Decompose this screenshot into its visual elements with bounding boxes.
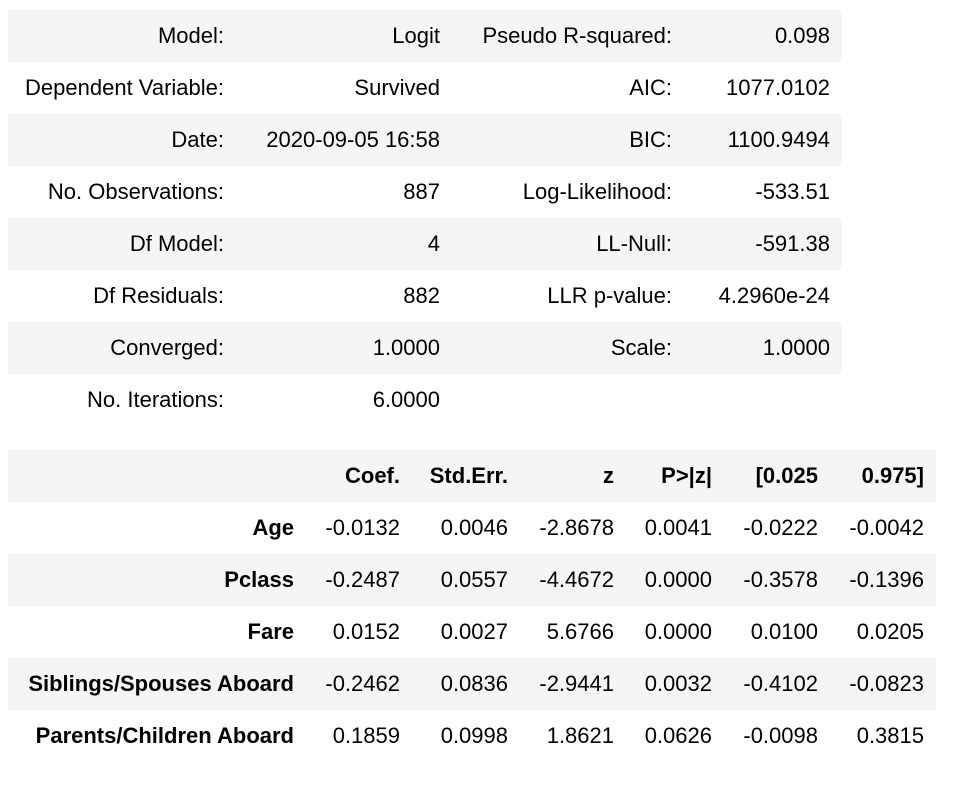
- summary-value: -533.51: [755, 179, 830, 204]
- z-value: 5.6766: [546, 619, 614, 644]
- summary-value: 1.0000: [236, 322, 452, 374]
- summary-value: 4.2960e-24: [718, 283, 830, 308]
- summary-value: [684, 374, 842, 426]
- summary-label: BIC:: [452, 114, 684, 166]
- z-value: -2.8678: [539, 515, 614, 540]
- summary-row: [8, 218, 842, 270]
- stderr-value: 0.0027: [440, 619, 508, 644]
- stderr-value: 0.0046: [440, 515, 508, 540]
- table-row: [8, 710, 936, 762]
- summary-value: 0.098: [684, 10, 842, 62]
- summary-row: [8, 166, 842, 218]
- ci-upper-value: -0.0823: [830, 658, 936, 710]
- coef-value: -0.2462: [306, 658, 412, 710]
- stderr-value: 0.0998: [440, 723, 508, 748]
- summary-value: Logit: [236, 10, 452, 62]
- header-stderr: Std.Err.: [412, 450, 520, 502]
- header-p-value: P>|z|: [626, 450, 724, 502]
- summary-value: 1.0000: [684, 322, 842, 374]
- summary-value: -591.38: [684, 218, 842, 270]
- coefficients-header-row: [8, 450, 936, 502]
- header-ci-upper: 0.975]: [830, 450, 936, 502]
- z-value: 1.8621: [546, 723, 614, 748]
- ci-upper-value: -0.1396: [830, 554, 936, 606]
- summary-label: No. Observations:: [47, 179, 224, 204]
- summary-label: LLR p-value:: [547, 283, 672, 308]
- header-ci-lower: [0.025: [724, 450, 830, 502]
- variable-name: Siblings/Spouses Aboard: [8, 658, 306, 710]
- summary-value: 4: [236, 218, 452, 270]
- summary-label: Df Residuals:: [93, 283, 224, 308]
- summary-value: 2020-09-05 16:58: [236, 114, 452, 166]
- coef-value: 0.0152: [332, 619, 400, 644]
- coef-value: -0.2487: [306, 554, 412, 606]
- summary-row: [8, 62, 842, 114]
- summary-row: [8, 114, 842, 166]
- summary-row: [8, 270, 842, 322]
- ci-lower-value: -0.4102: [724, 658, 830, 710]
- summary-value: 6.0000: [372, 387, 440, 412]
- summary-label: Model:: [8, 10, 236, 62]
- stderr-value: 0.0557: [412, 554, 520, 606]
- summary-label: No. Iterations:: [87, 387, 224, 412]
- ci-lower-value: 0.0100: [750, 619, 818, 644]
- variable-name: Fare: [247, 619, 294, 644]
- variable-name: Parents/Children Aboard: [35, 723, 294, 748]
- table-row: [8, 502, 936, 554]
- summary-label: Scale:: [452, 322, 684, 374]
- ci-lower-value: -0.3578: [724, 554, 830, 606]
- summary-row: [8, 322, 842, 374]
- summary-label: Log-Likelihood:: [522, 179, 672, 204]
- variable-name: Pclass: [8, 554, 306, 606]
- summary-label: [452, 374, 684, 426]
- variable-name: Age: [252, 515, 294, 540]
- summary-row: [8, 10, 842, 62]
- header-z: z: [520, 450, 626, 502]
- ci-lower-value: -0.0098: [743, 723, 818, 748]
- table-row: [8, 658, 936, 710]
- p-value: 0.0000: [644, 619, 712, 644]
- summary-value: 1077.0102: [726, 75, 830, 100]
- summary-label: Df Model:: [8, 218, 236, 270]
- summary-label: Converged:: [8, 322, 236, 374]
- header-coef: Coef.: [306, 450, 412, 502]
- z-value: -4.4672: [520, 554, 626, 606]
- summary-label: AIC:: [629, 75, 672, 100]
- p-value: 0.0626: [644, 723, 712, 748]
- summary-row: [8, 374, 842, 426]
- ci-upper-value: 0.3815: [856, 723, 924, 748]
- p-value: 0.0041: [644, 515, 712, 540]
- model-summary-table: [8, 10, 842, 426]
- summary-label: LL-Null:: [452, 218, 684, 270]
- summary-value: 1100.9494: [684, 114, 842, 166]
- table-row: [8, 606, 936, 658]
- ci-upper-value: 0.0205: [856, 619, 924, 644]
- ci-lower-value: -0.0222: [743, 515, 818, 540]
- z-value: -2.9441: [520, 658, 626, 710]
- coef-value: -0.0132: [325, 515, 400, 540]
- p-value: 0.0000: [626, 554, 724, 606]
- p-value: 0.0032: [626, 658, 724, 710]
- summary-value: 887: [403, 179, 440, 204]
- table-row: [8, 554, 936, 606]
- stderr-value: 0.0836: [412, 658, 520, 710]
- coefficients-table: [8, 450, 936, 762]
- summary-value: 882: [403, 283, 440, 308]
- ci-upper-value: -0.0042: [849, 515, 924, 540]
- summary-value: Survived: [354, 75, 440, 100]
- header-empty: [8, 450, 306, 502]
- coef-value: 0.1859: [332, 723, 400, 748]
- summary-label: Dependent Variable:: [25, 75, 224, 100]
- summary-label: Date:: [8, 114, 236, 166]
- summary-label: Pseudo R-squared:: [452, 10, 684, 62]
